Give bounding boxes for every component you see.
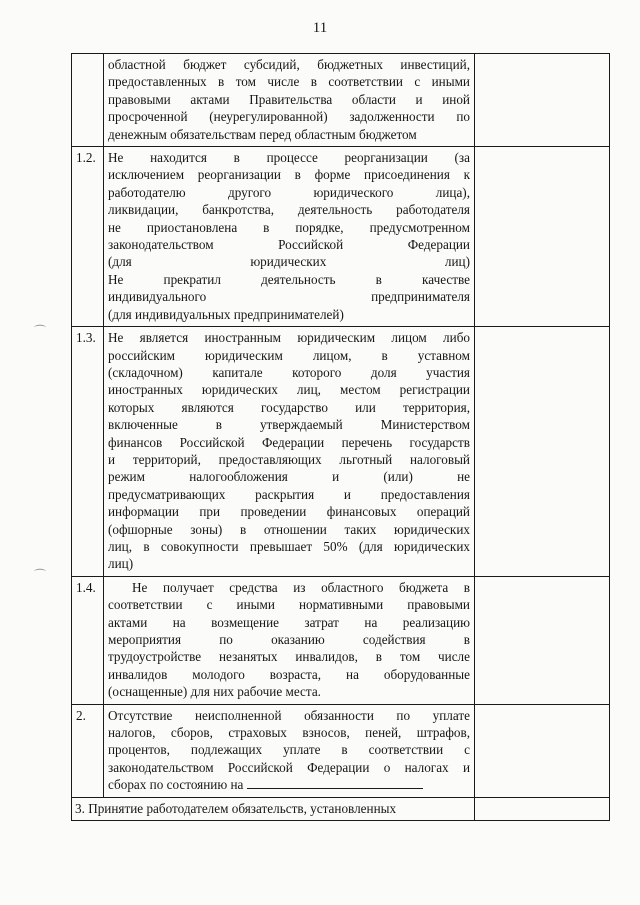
requirement-text xyxy=(72,797,475,820)
requirement-number: 1.2. xyxy=(72,147,104,327)
requirement-text-line: не приостановлена в порядке, предусмотренном xyxy=(108,219,470,235)
requirement-text-line: (оснащенные) для них рабочие места. xyxy=(108,684,321,700)
requirement-text-line: налогов, сборов, страховых взносов, пеней, штрафов, xyxy=(108,725,470,741)
confirmation-cell[interactable] xyxy=(475,576,610,704)
confirmation-cell[interactable] xyxy=(475,327,610,577)
requirement-text-line: индивидуального предпринимателя xyxy=(108,289,470,305)
requirement-text-line: лиц, в совокупности превышает 50% (для юридических xyxy=(108,538,470,554)
table-row xyxy=(72,576,610,704)
requirement-number: 1.4. xyxy=(72,576,104,704)
requirement-text-line: исключением реорганизации в форме присоединения к xyxy=(108,167,470,183)
requirement-text-line: Отсутствие неисполненной обязанности по уплате xyxy=(108,707,470,723)
requirement-text-line: иностранных юридических лиц, местом регистрации xyxy=(108,382,470,398)
requirement-number: 1.3. xyxy=(72,327,104,577)
scan-mark: ⌒ xyxy=(34,568,47,582)
page-number: 11 xyxy=(312,20,328,36)
requirement-text-line: предусматривающих раскрытия и предоставления xyxy=(108,486,470,502)
requirement-text-line: инвалидов молодого возраста, на оборудованные xyxy=(108,666,470,682)
requirement-text-line: лиц) xyxy=(108,556,134,572)
requirement-text-line: (для юридических лиц) xyxy=(108,254,470,270)
requirement-text-line: актами на возмещение затрат на реализацию xyxy=(108,614,470,630)
requirement-number: 2. xyxy=(72,704,104,797)
requirement-text-line: законодательством Российской Федерации xyxy=(108,237,470,253)
requirement-text-line: (офшорные зоны) в отношении таких юридических xyxy=(108,521,470,537)
requirement-text-line: которых являются государство или территория, xyxy=(108,399,470,415)
confirmation-cell[interactable] xyxy=(475,54,610,147)
table-row xyxy=(72,327,610,577)
requirement-text-line: законодательством Российской Федерации о налогах и xyxy=(108,759,470,775)
requirement-text-line: режим налогообложения и (или) не xyxy=(108,469,470,485)
requirement-text-line: работодателю другого юридического лица), xyxy=(108,184,470,200)
requirement-text-line: правовыми актами Правительства области и иной xyxy=(108,91,470,107)
requirements-table xyxy=(71,53,610,821)
requirement-number xyxy=(72,54,104,147)
requirement-text-line: областной бюджет субсидий, бюджетных инвестиций, xyxy=(108,57,470,72)
requirement-text xyxy=(104,576,475,704)
date-blank-field[interactable] xyxy=(247,776,423,789)
requirement-text-line: мероприятия по оказанию содействия в xyxy=(108,632,470,647)
requirement-text-line: процентов, подлежащих уплате в соответствии с xyxy=(108,742,470,758)
requirement-text xyxy=(104,147,475,327)
table-row xyxy=(72,147,610,327)
requirement-text xyxy=(104,54,475,147)
requirement-text-line: предоставленных в том числе в соответствии с иными xyxy=(108,74,470,90)
requirement-text-line: Не получает средства из областного бюджета в xyxy=(132,579,470,595)
requirement-text-line: трудоустройстве незанятых инвалидов, в том числе xyxy=(108,649,470,665)
requirement-text-line: денежным обязательствам перед областным бюджетом xyxy=(108,126,417,142)
requirement-text-line: (складочном) капитале которого доля участия xyxy=(108,364,470,380)
confirmation-cell[interactable] xyxy=(475,147,610,327)
requirement-text-line: информации при проведении финансовых операций xyxy=(108,504,470,520)
requirement-text-line: российским юридическим лицом, в уставном xyxy=(108,347,470,363)
confirmation-cell[interactable] xyxy=(475,704,610,797)
requirement-text-line: Не прекратил деятельность в качестве xyxy=(108,271,470,287)
requirement-text-line: 3. Принятие работодателем обязательств, установленных xyxy=(75,800,397,816)
requirement-text-line: просроченной (неурегулированной) задолженности по xyxy=(108,109,470,125)
requirement-text xyxy=(104,327,475,577)
requirement-text-line: финансов Российской Федерации перечень государств xyxy=(108,434,470,450)
scan-mark: ⌒ xyxy=(34,324,47,338)
requirement-text-line: соответствии с иными нормативными правовыми xyxy=(108,597,470,613)
table-row xyxy=(72,54,610,147)
requirement-text-line: и территорий, предоставляющих льготный налоговый xyxy=(108,451,470,467)
table-row xyxy=(72,797,610,820)
table-row xyxy=(72,704,610,797)
requirement-text-line: ликвидации, банкротства, деятельность работодателя xyxy=(108,202,470,218)
requirement-text-line: сборах по состоянию на xyxy=(108,776,470,793)
requirement-text-line: Не является иностранным юридическим лицом либо xyxy=(108,330,470,346)
requirement-text xyxy=(104,704,475,797)
requirement-text-line: включенные в утверждаемый Министерством xyxy=(108,417,470,433)
requirement-text-line: Не находится в процессе реорганизации (за xyxy=(108,150,470,166)
requirement-text-line: (для индивидуальных предпринимателей) xyxy=(108,306,344,322)
confirmation-cell[interactable] xyxy=(475,797,610,820)
